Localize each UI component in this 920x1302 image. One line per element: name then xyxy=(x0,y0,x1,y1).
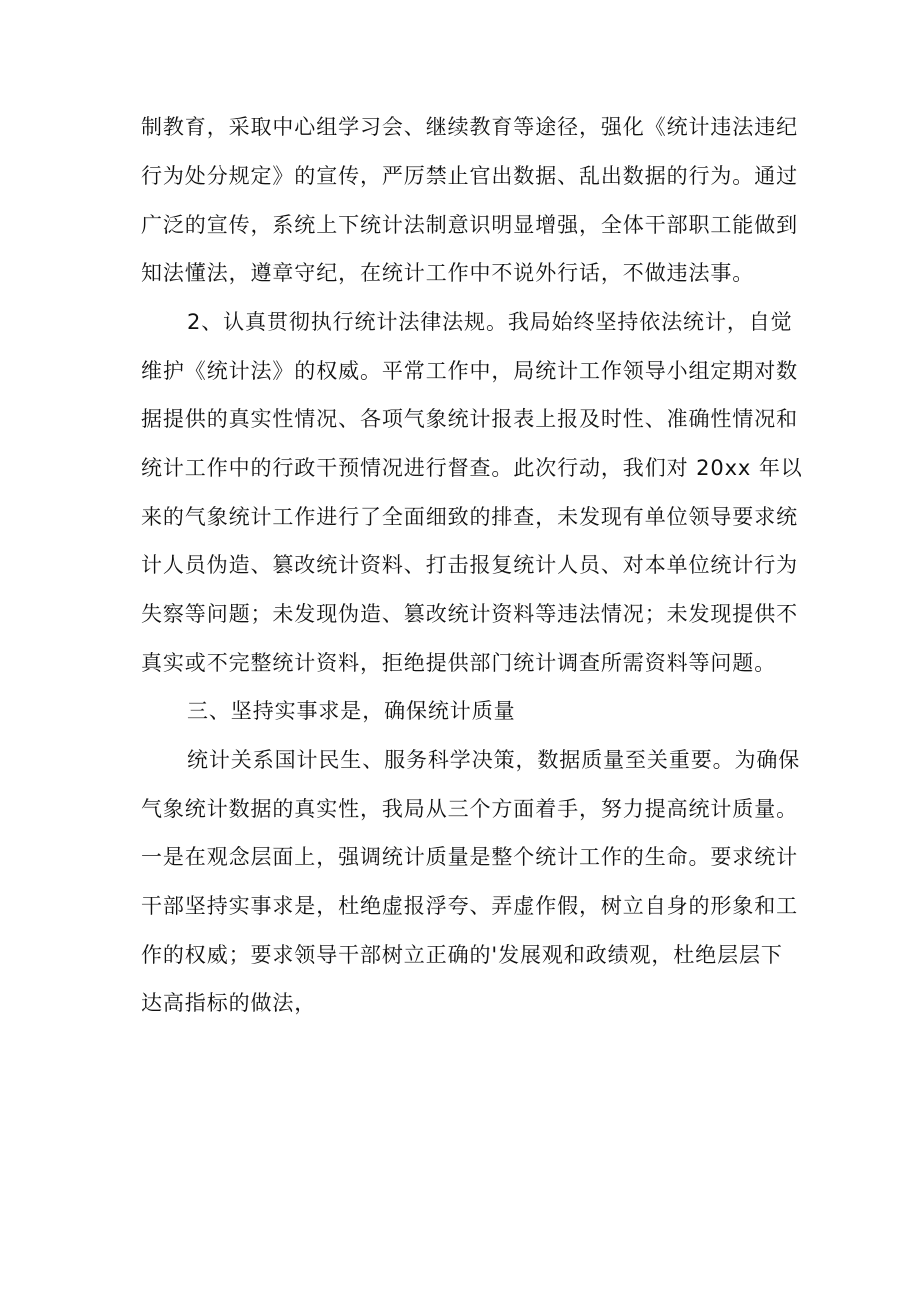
text-line: 知法懂法，遵章守纪，在统计工作中不说外行话，不做违法事。 xyxy=(141,261,755,285)
paragraph-first-line: 2、认真贯彻执行统计法律法规。我局始终坚持依法统计，自觉 xyxy=(187,310,793,334)
text-line: 来的气象统计工作进行了全面细致的排查，未发现有单位领导要求统 xyxy=(141,505,798,529)
text-line: 统计工作中的行政干预情况进行督查。此次行动，我们对 20xx 年以 xyxy=(141,456,803,480)
text-line: 据提供的真实性情况、各项气象统计报表上报及时性、准确性情况和 xyxy=(141,407,798,431)
section-heading: 三、坚持实事求是，确保统计质量 xyxy=(187,699,516,723)
text-line: 作的权威；要求领导干部树立正确的'发展观和政绩观，杜绝层层下 xyxy=(141,943,783,967)
text-line: 达高指标的做法， xyxy=(141,991,317,1015)
text-line: 制教育，采取中心组学习会、继续教育等途径，强化《统计违法违纪 xyxy=(141,115,798,139)
text-line: 干部坚持实事求是，杜绝虚报浮夸、弄虚作假，树立自身的形象和工 xyxy=(141,894,798,918)
text-line: 一是在观念层面上，强调统计质量是整个统计工作的生命。要求统计 xyxy=(141,845,798,869)
text-line: 广泛的宣传，系统上下统计法制意识明显增强，全体干部职工能做到 xyxy=(141,213,798,237)
text-line: 失察等问题；未发现伪造、篡改统计资料等违法情况；未发现提供不 xyxy=(141,602,798,626)
text-line: 真实或不完整统计资料，拒绝提供部门统计调查所需资料等问题。 xyxy=(141,651,777,675)
text-line: 行为处分规定》的宣传，严厉禁止官出数据、乱出数据的行为。通过 xyxy=(141,164,798,188)
text-line: 计人员伪造、篡改统计资料、打击报复统计人员、对本单位统计行为 xyxy=(141,553,798,577)
text-line: 维护《统计法》的权威。平常工作中，局统计工作领导小组定期对数 xyxy=(141,359,798,383)
paragraph-first-line: 统计关系国计民生、服务科学决策，数据质量至关重要。为确保 xyxy=(187,748,801,772)
text-line: 气象统计数据的真实性，我局从三个方面着手，努力提高统计质量。 xyxy=(141,797,798,821)
